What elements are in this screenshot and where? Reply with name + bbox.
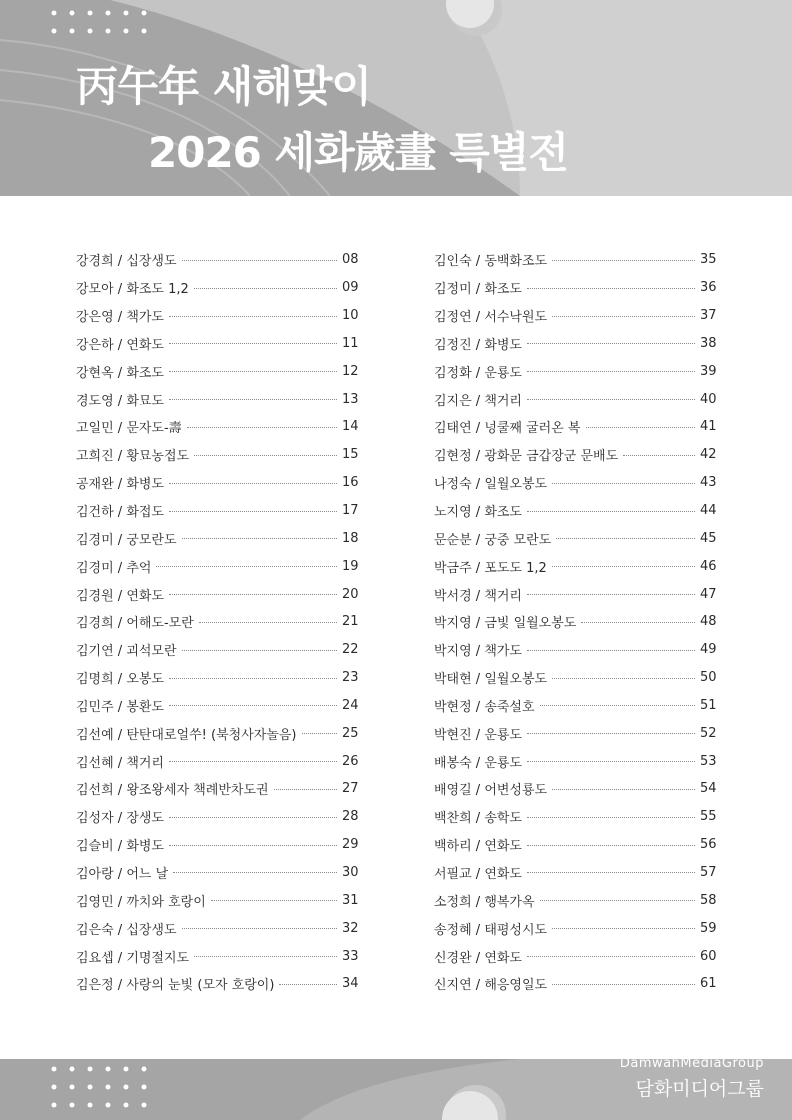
toc-entry-page: 61 <box>700 976 717 992</box>
toc-entry-label: 박지영 / 금빛 일월오봉도 <box>434 616 577 632</box>
toc-entry-page: 12 <box>342 363 359 379</box>
dot-leader <box>540 704 695 706</box>
toc-entry-page: 18 <box>342 530 359 546</box>
toc-entry-label: 박금주 / 포도도 1,2 <box>434 560 547 576</box>
toc-entry-page: 37 <box>700 308 717 324</box>
dot-leader <box>302 732 337 734</box>
toc-entry-label: 백하리 / 연화도 <box>434 839 522 855</box>
dot-leader <box>169 342 337 344</box>
toc-entry-label: 소정희 / 행복가옥 <box>434 894 535 910</box>
dot-leader <box>211 899 337 901</box>
toc-entry <box>434 302 716 330</box>
toc-entry <box>434 330 716 358</box>
toc-entry <box>434 692 716 720</box>
toc-entry-label: 김정화 / 운룡도 <box>434 365 522 381</box>
toc-entry-label: 박지영 / 책가도 <box>434 644 522 660</box>
toc-entry-label: 김인숙 / 동백화조도 <box>434 254 548 270</box>
toc-entry <box>76 831 358 859</box>
dot-leader <box>527 593 695 595</box>
toc-entry-label: 김성자 / 장생도 <box>76 811 164 827</box>
dot-leader <box>527 510 695 512</box>
toc-entry-page: 42 <box>700 447 717 463</box>
toc-entry <box>434 274 716 302</box>
toc-entry <box>434 886 716 914</box>
toc-entry <box>434 497 716 525</box>
dot-leader <box>623 454 695 456</box>
toc-entry <box>76 357 358 385</box>
dot-leader <box>552 927 695 929</box>
toc-entry-label: 나정숙 / 일월오봉도 <box>434 477 548 493</box>
toc-entry-page: 50 <box>700 670 717 686</box>
toc-entry-label: 김민주 / 봉환도 <box>76 699 164 715</box>
dot-leader <box>527 398 695 400</box>
toc-entry-label: 김요셉 / 기명절지도 <box>76 950 190 966</box>
toc-entry <box>76 330 358 358</box>
dot-leader <box>527 732 695 734</box>
dot-leader <box>552 565 695 567</box>
dot-leader <box>279 983 337 985</box>
toc-entry <box>76 302 358 330</box>
toc-entry <box>434 831 716 859</box>
toc-left-column <box>76 246 358 998</box>
toc-entry-page: 29 <box>342 837 359 853</box>
toc-entry <box>434 664 716 692</box>
toc-entry-page: 47 <box>700 586 717 602</box>
toc-entry <box>434 803 716 831</box>
toc-entry-label: 백찬희 / 송학도 <box>434 811 522 827</box>
toc-entry-page: 14 <box>342 419 359 435</box>
toc-entry-page: 36 <box>700 280 717 296</box>
title-line-1: 丙午年 새해맞이 <box>76 62 371 111</box>
toc-entry-label: 박현정 / 송죽설호 <box>434 699 535 715</box>
toc-entry <box>76 970 358 998</box>
toc-entry-label: 박현진 / 운룡도 <box>434 727 522 743</box>
toc-entry-page: 30 <box>342 864 359 880</box>
toc-entry-page: 46 <box>700 558 717 574</box>
toc-entry-page: 40 <box>700 391 717 407</box>
toc-entry-label: 박서경 / 책거리 <box>434 588 522 604</box>
dot-leader <box>169 704 337 706</box>
toc-entry-page: 51 <box>700 697 717 713</box>
toc-entry-page: 32 <box>342 920 359 936</box>
toc-entry-label: 김지은 / 책거리 <box>434 393 522 409</box>
dot-leader <box>552 788 695 790</box>
toc-entry-label: 신지연 / 해응영일도 <box>434 978 548 994</box>
toc-entry-page: 56 <box>700 837 717 853</box>
toc-entry <box>434 747 716 775</box>
toc-entry-label: 김현정 / 광화문 금갑장군 문배도 <box>434 449 619 465</box>
toc-entry <box>434 385 716 413</box>
dot-leader <box>169 510 337 512</box>
dot-leader <box>169 398 337 400</box>
toc-entry-page: 31 <box>342 892 359 908</box>
toc-entry <box>76 664 358 692</box>
dot-leader <box>182 927 337 929</box>
dot-leader <box>187 426 337 428</box>
toc-entry <box>434 552 716 580</box>
toc-entry <box>76 497 358 525</box>
toc-entry-page: 39 <box>700 363 717 379</box>
dot-leader <box>169 482 337 484</box>
toc-entry-label: 김정미 / 화조도 <box>434 282 522 298</box>
toc-entry <box>76 886 358 914</box>
toc-entry-page: 17 <box>342 503 359 519</box>
dot-leader <box>274 788 337 790</box>
toc-entry-label: 김정진 / 화병도 <box>434 337 522 353</box>
toc-entry-page: 09 <box>342 280 359 296</box>
toc-entry-label: 김경미 / 궁모란도 <box>76 532 177 548</box>
toc-entry-label: 강현옥 / 화조도 <box>76 365 164 381</box>
dot-leader <box>199 621 337 623</box>
toc-entry <box>76 775 358 803</box>
toc-entry <box>76 274 358 302</box>
toc-entry-label: 김건하 / 화접도 <box>76 505 164 521</box>
toc-entry-page: 15 <box>342 447 359 463</box>
dot-leader <box>194 454 337 456</box>
toc-entry-label: 김아랑 / 어느 날 <box>76 866 169 882</box>
toc-entry-page: 20 <box>342 586 359 602</box>
toc-entry <box>434 524 716 552</box>
toc-entry <box>76 747 358 775</box>
dot-leader <box>527 844 695 846</box>
toc-entry-label: 배봉숙 / 운룡도 <box>434 755 522 771</box>
toc-entry <box>76 914 358 942</box>
toc-entry <box>76 580 358 608</box>
toc-entry <box>76 552 358 580</box>
toc-entry-label: 강은하 / 연화도 <box>76 337 164 353</box>
toc-entry-page: 44 <box>700 503 717 519</box>
toc-entry-label: 고희진 / 황묘농접도 <box>76 449 190 465</box>
toc-entry <box>434 413 716 441</box>
toc-entry-page: 59 <box>700 920 717 936</box>
toc-entry-label: 노지영 / 화조도 <box>434 505 522 521</box>
toc-entry-label: 서필교 / 연화도 <box>434 866 522 882</box>
toc-entry-page: 48 <box>700 614 717 630</box>
toc-entry-page: 58 <box>700 892 717 908</box>
toc-entry <box>76 942 358 970</box>
toc-entry <box>76 608 358 636</box>
toc-entry-page: 41 <box>700 419 717 435</box>
toc-entry-label: 신경완 / 연화도 <box>434 950 522 966</box>
toc-entry-label: 박태현 / 일월오봉도 <box>434 672 548 688</box>
dot-leader <box>552 983 695 985</box>
toc-entry-page: 54 <box>700 781 717 797</box>
toc-entry-label: 경도영 / 화묘도 <box>76 393 164 409</box>
toc-entry <box>76 636 358 664</box>
toc-entry <box>76 719 358 747</box>
toc-entry-page: 10 <box>342 308 359 324</box>
toc-entry <box>434 859 716 887</box>
toc-entry-label: 김경희 / 어해도-모란 <box>76 616 194 632</box>
toc-entry-page: 24 <box>342 697 359 713</box>
dot-leader <box>156 565 337 567</box>
toc-entry-page: 60 <box>700 948 717 964</box>
toc-entry-page: 11 <box>342 335 359 351</box>
header-banner <box>0 0 792 196</box>
dot-leader <box>169 315 337 317</box>
toc-entry <box>434 719 716 747</box>
toc-entry <box>434 775 716 803</box>
dot-leader <box>586 426 696 428</box>
toc-entry-page: 38 <box>700 335 717 351</box>
toc-entry <box>76 803 358 831</box>
dot-leader <box>169 593 337 595</box>
toc-entry-label: 문순분 / 궁중 모란도 <box>434 532 552 548</box>
toc-entry <box>76 524 358 552</box>
toc-entry <box>434 608 716 636</box>
dot-leader <box>527 955 695 957</box>
dot-leader <box>182 649 337 651</box>
toc-entry-page: 16 <box>342 475 359 491</box>
toc-entry <box>76 413 358 441</box>
dot-leader <box>527 760 695 762</box>
toc-entry <box>76 859 358 887</box>
toc-entry-page: 19 <box>342 558 359 574</box>
dot-leader <box>182 259 337 261</box>
toc-entry-label: 김정연 / 서수낙원도 <box>434 310 548 326</box>
toc-entry <box>76 469 358 497</box>
dot-leader <box>169 677 337 679</box>
toc-entry <box>434 246 716 274</box>
toc-entry-page: 33 <box>342 948 359 964</box>
toc-entry-label: 고일민 / 문자도-壽 <box>76 421 182 437</box>
toc-entry-page: 45 <box>700 530 717 546</box>
dot-leader <box>527 871 695 873</box>
toc-entry-label: 김슬비 / 화병도 <box>76 839 164 855</box>
dot-leader <box>169 370 337 372</box>
dot-leader <box>527 342 695 344</box>
brand-name-korean: 담화미디어그룹 <box>635 1078 764 1100</box>
toc-entry-label: 김은정 / 사랑의 눈빛 (모자 호랑이) <box>76 978 275 994</box>
toc-entry-label: 강모아 / 화조도 1,2 <box>76 282 189 298</box>
toc-entry-page: 53 <box>700 753 717 769</box>
toc-entry <box>434 970 716 998</box>
toc-entry <box>434 357 716 385</box>
toc-entry-label: 김경원 / 연화도 <box>76 588 164 604</box>
toc-entry-label: 김선혜 / 책거리 <box>76 755 164 771</box>
toc-entry <box>76 692 358 720</box>
toc-entry-label: 강은영 / 책가도 <box>76 310 164 326</box>
dot-leader <box>194 955 337 957</box>
toc-entry-page: 34 <box>342 976 359 992</box>
toc-entry-page: 52 <box>700 725 717 741</box>
toc-entry-page: 27 <box>342 781 359 797</box>
dot-leader <box>552 259 695 261</box>
toc-entry-page: 25 <box>342 725 359 741</box>
dot-leader <box>552 677 695 679</box>
dot-leader <box>552 315 695 317</box>
dot-leader <box>527 649 695 651</box>
toc-entry <box>434 580 716 608</box>
dot-leader <box>527 287 695 289</box>
title-line-2: 2026 세화歲畫 특별전 <box>148 128 568 177</box>
toc-entry-label: 김명희 / 오봉도 <box>76 672 164 688</box>
toc-entry-page: 28 <box>342 809 359 825</box>
dot-leader <box>173 871 337 873</box>
toc-entry-label: 공재완 / 화병도 <box>76 477 164 493</box>
dot-leader <box>182 537 337 539</box>
toc-entry-label: 김태연 / 넝쿨째 굴러온 복 <box>434 421 581 437</box>
dot-leader <box>581 621 695 623</box>
toc-entry-page: 55 <box>700 809 717 825</box>
toc-entry <box>434 942 716 970</box>
toc-entry <box>434 441 716 469</box>
dot-leader <box>527 816 695 818</box>
toc-entry <box>76 246 358 274</box>
toc-entry <box>76 385 358 413</box>
toc-entry-page: 43 <box>700 475 717 491</box>
dot-leader <box>169 816 337 818</box>
toc-entry-page: 23 <box>342 670 359 686</box>
toc-entry-label: 김선희 / 왕조왕세자 책례반차도권 <box>76 783 269 799</box>
toc-entry-page: 21 <box>342 614 359 630</box>
toc-entry-label: 김기연 / 괴석모란 <box>76 644 177 660</box>
toc-entry-label: 강경희 / 십장생도 <box>76 254 177 270</box>
toc-entry-label: 김선예 / 탄탄대로얼쑤! (북청사자놀음) <box>76 727 297 743</box>
toc-entry <box>434 914 716 942</box>
dot-leader <box>552 482 695 484</box>
dot-leader <box>540 899 695 901</box>
toc-entry-page: 26 <box>342 753 359 769</box>
dot-leader <box>527 370 695 372</box>
toc-entry-page: 35 <box>700 252 717 268</box>
toc-right-column <box>434 246 716 998</box>
toc-entry-label: 김은숙 / 십장생도 <box>76 922 177 938</box>
dot-leader <box>169 844 337 846</box>
toc-entry-page: 49 <box>700 642 717 658</box>
toc-entry-page: 57 <box>700 864 717 880</box>
toc-entry-page: 08 <box>342 252 359 268</box>
toc-entry-page: 13 <box>342 391 359 407</box>
toc-entry-label: 배영길 / 어변성룡도 <box>434 783 548 799</box>
toc-entry-label: 김영민 / 까치와 호랑이 <box>76 894 206 910</box>
dot-leader <box>556 537 695 539</box>
dot-leader <box>194 287 337 289</box>
toc-entry-label: 김경미 / 추억 <box>76 560 152 576</box>
brand-name-english: DamwahMediaGroup <box>619 1056 764 1071</box>
toc-entry-page: 22 <box>342 642 359 658</box>
toc-entry-label: 송정혜 / 태평성시도 <box>434 922 548 938</box>
toc-entry <box>76 441 358 469</box>
dot-leader <box>169 760 337 762</box>
toc-entry <box>434 636 716 664</box>
toc-entry <box>434 469 716 497</box>
